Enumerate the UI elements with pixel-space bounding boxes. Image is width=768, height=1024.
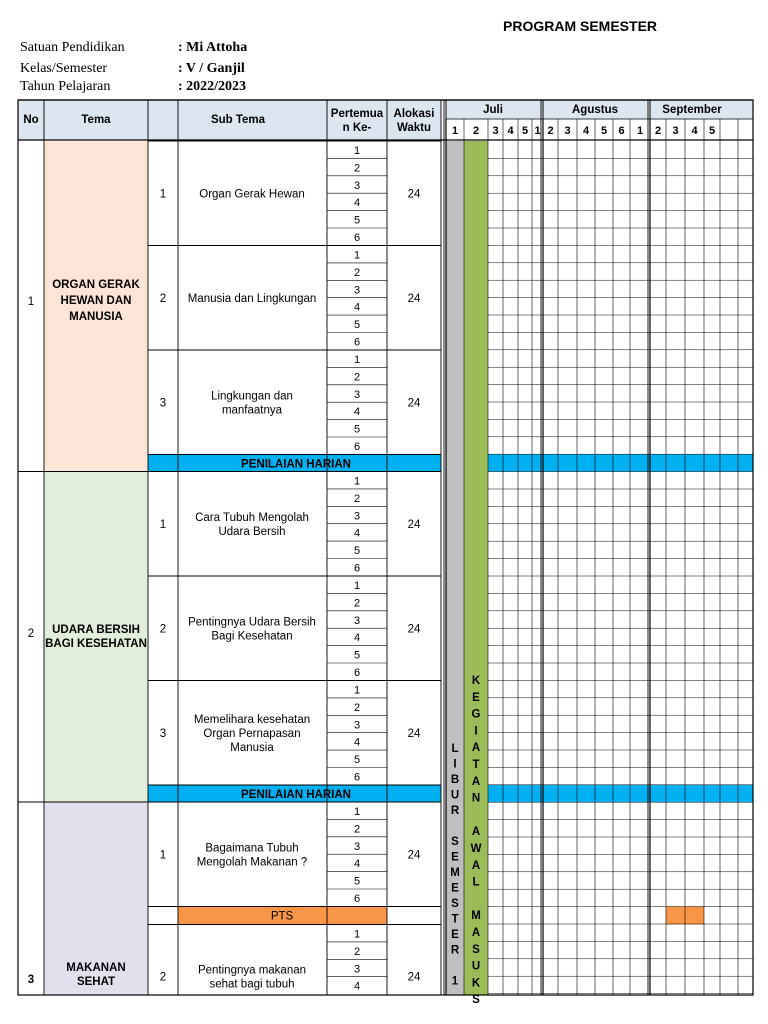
meeting-number: 1 <box>353 684 361 697</box>
libur-semester-letter: S <box>451 898 459 910</box>
week-label: 6 <box>618 125 625 137</box>
subtheme-label: Pentingnya makanan <box>197 964 307 977</box>
month-label-juli: Juli <box>483 104 503 116</box>
theme-label: UDARA BERSIH <box>52 624 140 636</box>
subtheme-label: Organ Gerak Hewan <box>199 188 305 201</box>
libur-semester-letter: B <box>450 774 460 786</box>
header-label-kelas: Kelas/Semester <box>20 61 108 76</box>
meeting-number: 2 <box>353 266 361 279</box>
kegiatan-awal-letter: S <box>472 943 480 956</box>
libur-semester-letter: E <box>451 851 459 864</box>
kegiatan-awal-letter: N <box>471 792 481 805</box>
theme-label: MANUSIA <box>69 311 123 323</box>
alokasi-waktu: 24 <box>407 292 421 305</box>
meeting-number: 6 <box>353 232 361 244</box>
meeting-number: 1 <box>353 580 361 592</box>
alokasi-waktu: 24 <box>407 188 421 201</box>
meeting-number: 2 <box>353 823 361 836</box>
libur-semester-letter: R <box>450 944 460 957</box>
meeting-number: 3 <box>353 840 361 853</box>
header-value-kelas: : V / Ganjil <box>178 61 245 76</box>
kegiatan-awal-letter: K <box>471 977 481 990</box>
week-label: 1 <box>534 125 541 137</box>
col-header-subtema: Sub Tema <box>210 114 266 126</box>
month-label-september: September <box>662 104 722 116</box>
meeting-number: 4 <box>353 406 361 419</box>
libur-semester-letter: R <box>450 805 460 817</box>
theme-fill-2 <box>44 472 148 803</box>
libur-semester-letter: U <box>450 789 460 802</box>
meeting-number: 3 <box>353 719 361 732</box>
week-label: 4 <box>691 125 698 137</box>
penilaian-harian-label: PENILAIAN HARIAN <box>241 458 351 471</box>
week-label: 1 <box>636 125 644 137</box>
meeting-number: 1 <box>353 475 361 488</box>
header-label-satuan: Satuan Pendidikan <box>20 40 125 55</box>
meeting-number: 2 <box>353 162 361 175</box>
meeting-number: 4 <box>353 301 361 314</box>
week-label: 5 <box>708 125 716 137</box>
week-label: 1 <box>451 125 459 137</box>
kegiatan-awal-letter: T <box>472 759 480 771</box>
header-label-tahun: Tahun Pelajaran <box>20 79 111 94</box>
meeting-number: 5 <box>353 754 361 767</box>
meeting-number: 2 <box>353 701 361 714</box>
meeting-number: 2 <box>353 371 361 384</box>
kegiatan-awal-letter: L <box>472 876 480 889</box>
theme-number: 3 <box>27 974 35 986</box>
alokasi-waktu: 24 <box>407 397 421 410</box>
kegiatan-awal-letter: I <box>474 725 478 738</box>
penilaian-band-right <box>488 785 753 802</box>
meeting-number: 5 <box>353 649 361 662</box>
week-label: 3 <box>492 125 499 137</box>
subtheme-number: 1 <box>159 518 167 531</box>
meeting-number: 3 <box>353 388 361 401</box>
week-label: 3 <box>672 125 679 137</box>
subtheme-number: 2 <box>159 292 167 305</box>
subtheme-label: Organ Pernapasan <box>203 727 301 740</box>
alokasi-waktu: 24 <box>407 623 421 636</box>
kegiatan-awal-letter: U <box>471 960 481 973</box>
theme-label: BAGI KESEHATAN <box>45 638 147 650</box>
theme-label: MAKANAN <box>66 962 126 974</box>
week-label: 4 <box>507 125 514 137</box>
meeting-number: 6 <box>353 441 361 453</box>
header-value-satuan: : Mi Attoha <box>178 40 248 55</box>
meeting-number: 6 <box>353 336 361 349</box>
subtheme-label: Pentingnya Udara Bersih <box>188 616 316 629</box>
meeting-number: 2 <box>353 597 361 610</box>
week-label: 2 <box>547 125 554 137</box>
libur-semester-letter: S <box>451 836 459 848</box>
kegiatan-awal-letter: G <box>471 708 481 721</box>
subtheme-label: manfaatnya <box>221 404 283 417</box>
document-title: PROGRAM SEMESTER <box>503 18 658 34</box>
meeting-number: 3 <box>353 963 361 976</box>
theme-number: 1 <box>27 296 35 308</box>
libur-semester-letter: E <box>451 929 459 941</box>
subtheme-label: Mengolah Makanan ? <box>196 856 308 869</box>
col-header-pertemuan-2: n Ke- <box>342 122 372 134</box>
col-header-tema: Tema <box>81 114 111 126</box>
subtheme-label: Bagaimana Tubuh <box>205 842 299 855</box>
libur-semester-letter: M <box>450 867 460 879</box>
subtheme-label: Udara Bersih <box>218 525 286 538</box>
alokasi-waktu: 24 <box>407 849 421 862</box>
meeting-number: 6 <box>353 893 361 905</box>
meeting-number: 6 <box>353 667 361 679</box>
month-label-agustus: Agustus <box>572 104 618 116</box>
week-label: 5 <box>521 125 529 137</box>
meeting-number: 1 <box>353 145 361 157</box>
subtheme-number: 1 <box>159 849 167 862</box>
meeting-number: 2 <box>353 492 361 505</box>
col-header-no: No <box>23 114 39 126</box>
kegiatan-awal-letter: E <box>472 691 480 704</box>
kegiatan-awal-letter: W <box>470 843 482 855</box>
libur-semester-letter: L <box>451 743 459 755</box>
meeting-number: 1 <box>353 928 361 941</box>
alokasi-waktu: 24 <box>407 518 421 531</box>
meeting-number: 4 <box>353 858 361 871</box>
meeting-number: 1 <box>353 249 361 262</box>
week-label: 3 <box>564 125 571 137</box>
week-label: 2 <box>654 125 662 137</box>
kegiatan-awal-letter: K <box>471 675 481 687</box>
theme-number: 2 <box>27 628 35 640</box>
subtheme-number: 2 <box>159 971 167 984</box>
meeting-number: 1 <box>353 354 361 366</box>
subtheme-label: Bagi Kesehatan <box>211 630 293 643</box>
penilaian-band-right <box>488 455 753 472</box>
meeting-number: 3 <box>353 179 361 192</box>
subtheme-label: Lingkungan dan <box>211 390 293 403</box>
subtheme-label: Memelihara kesehatan <box>193 713 311 726</box>
libur-semester-letter: T <box>451 913 459 926</box>
subtheme-number: 3 <box>159 727 167 740</box>
libur-semester-letter: 1 <box>451 975 459 988</box>
theme-label: ORGAN GERAK <box>52 279 140 291</box>
week-label: 5 <box>600 125 608 137</box>
meeting-number: 5 <box>353 319 361 332</box>
kegiatan-awal-letter: A <box>471 826 481 839</box>
meeting-number: 3 <box>353 614 361 627</box>
alokasi-waktu: 24 <box>407 971 421 984</box>
meeting-number: 4 <box>353 527 361 540</box>
subtheme-label: Manusia <box>230 741 274 754</box>
meeting-number: 5 <box>353 423 361 436</box>
kegiatan-awal-letter: M <box>471 910 481 923</box>
header-value-tahun: : 2022/2023 <box>178 79 247 94</box>
meeting-number: 5 <box>353 545 361 558</box>
meeting-number: 4 <box>353 197 361 210</box>
week-label: 4 <box>582 125 590 137</box>
subtheme-label: Manusia dan Lingkungan <box>187 292 317 305</box>
col-header-alokasi-2: Waktu <box>396 122 432 134</box>
subtheme-number: 3 <box>159 397 167 410</box>
meeting-number: 4 <box>353 736 361 749</box>
meeting-number: 1 <box>353 806 361 818</box>
subtheme-label: sehat bagi tubuh <box>209 978 295 991</box>
meeting-number: 3 <box>353 510 361 523</box>
kegiatan-awal-letter: A <box>471 859 481 872</box>
penilaian-harian-label: PENILAIAN HARIAN <box>241 789 351 801</box>
kegiatan-awal-letter: A <box>471 775 481 788</box>
subtheme-number: 2 <box>159 623 167 636</box>
meeting-number: 5 <box>353 214 361 227</box>
subtheme-label: Cara Tubuh Mengolah <box>195 511 309 524</box>
col-header-pertemuan-1: Pertemua <box>330 108 384 120</box>
meeting-number: 6 <box>353 562 361 575</box>
theme-label: SEHAT <box>76 976 116 988</box>
subtheme-number: 1 <box>159 188 167 201</box>
meeting-number: 3 <box>353 284 361 297</box>
week-label: 2 <box>472 125 480 137</box>
meeting-number: 5 <box>353 875 361 888</box>
meeting-number: 4 <box>353 980 361 993</box>
alokasi-waktu: 24 <box>407 727 421 740</box>
meeting-number: 6 <box>353 771 361 784</box>
meeting-number: 2 <box>353 945 361 958</box>
libur-semester-letter: I <box>453 758 457 771</box>
col-header-alokasi-1: Alokasi <box>393 108 435 120</box>
libur-semester-letter: E <box>451 882 459 895</box>
kegiatan-awal-letter: S <box>472 994 480 1007</box>
kegiatan-awal-letter: A <box>471 742 481 755</box>
theme-label: HEWAN DAN <box>60 295 132 307</box>
pts-label: PTS <box>270 910 294 923</box>
kegiatan-awal-letter: A <box>471 927 481 939</box>
meeting-number: 4 <box>353 632 361 645</box>
